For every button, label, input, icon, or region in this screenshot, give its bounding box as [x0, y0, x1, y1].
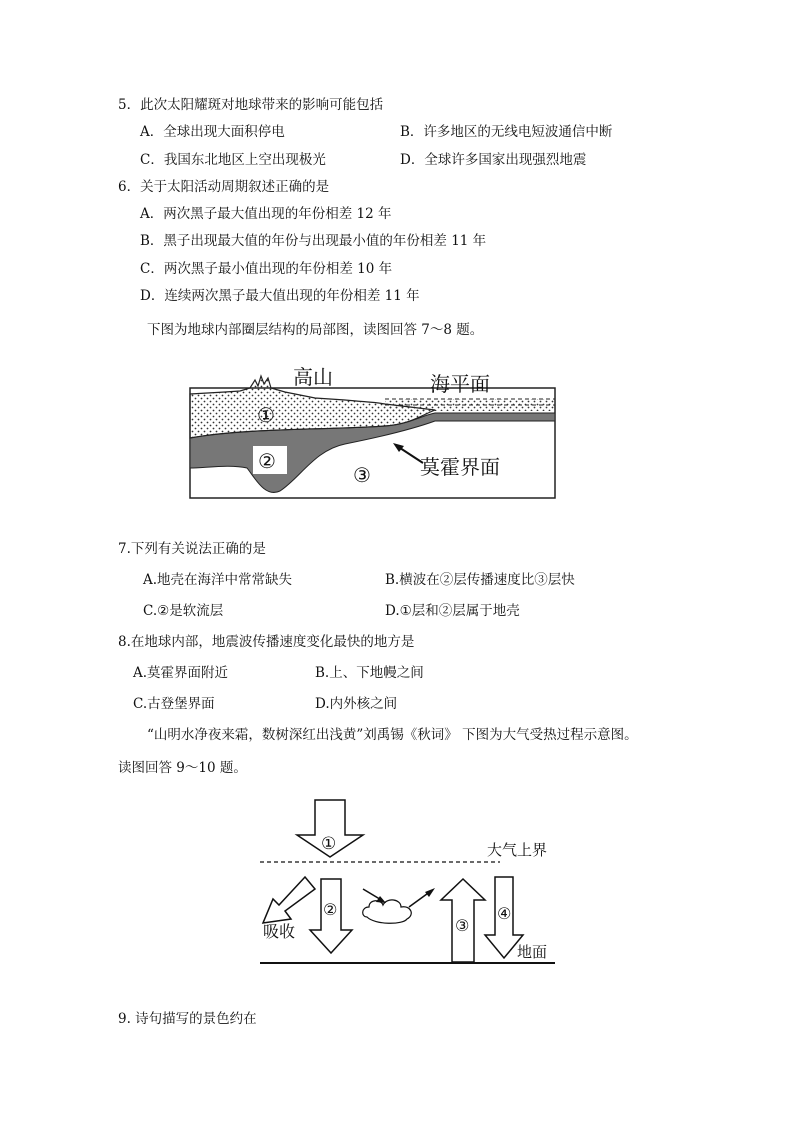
question-6-option-a: A．两次黑子最大值出现的年份相差 12 年 [140, 206, 392, 222]
question-8-option-c: C.古登堡界面 [133, 696, 215, 712]
arrow-1-label: ① [321, 834, 337, 854]
question-7-option-d: D.①层和②层属于地壳 [385, 603, 520, 619]
question-8-option-b: B.上、下地幔之间 [315, 665, 424, 681]
mountain-label: 高山 [293, 365, 333, 389]
question-8-stem: 8.在地球内部，地震波传播速度变化最快的地方是 [118, 634, 415, 650]
arrow-2-label: ② [323, 900, 338, 919]
question-5-option-c: C．我国东北地区上空出现极光 [140, 152, 326, 168]
arrow-4-label: ④ [497, 904, 512, 923]
question-6-option-c: C．两次黑子最小值出现的年份相差 10 年 [140, 261, 393, 277]
intro-questions-9-10-line1: “山明水净夜来霜，数树深红出浅黄”刘禹锡《秋词》 下图为大气受热过程示意图。 [147, 727, 638, 743]
ground-label: 地面 [517, 943, 548, 961]
intro-questions-7-8: 下图为地球内部圈层结构的局部图，读图回答 7～8 题。 [147, 322, 484, 338]
question-5-option-b: B．许多地区的无线电短波通信中断 [400, 124, 613, 140]
question-8-option-a: A.莫霍界面附近 [133, 665, 229, 681]
question-7-stem: 7.下列有关说法正确的是 [118, 541, 266, 557]
question-7-option-b: B.横波在②层传播速度比③层快 [385, 572, 575, 588]
layer-1-label: ① [257, 403, 275, 427]
absorption-arrow [263, 877, 315, 923]
question-7-option-a: A.地壳在海洋中常常缺失 [143, 572, 293, 588]
question-9-stem: 9. 诗句描写的景色约在 [118, 1011, 257, 1027]
question-7-option-c: C.②是软流层 [143, 603, 224, 619]
intro-questions-9-10-line2: 读图回答 9～10 题。 [118, 760, 247, 776]
atmosphere-upper-boundary-label: 大气上界 [487, 841, 548, 859]
question-5-stem: 5．此次太阳耀斑对地球带来的影响可能包括 [118, 97, 384, 113]
question-8-option-d: D.内外核之间 [315, 696, 398, 712]
question-6-stem: 6．关于太阳活动周期叙述正确的是 [118, 179, 330, 195]
earth-interior-diagram [185, 358, 560, 503]
question-5-option-a: A．全球出现大面积停电 [140, 124, 285, 140]
layer-3-label: ③ [353, 463, 371, 487]
question-5-option-d: D．全球许多国家出现强烈地震 [400, 152, 587, 168]
arrow-3-label: ③ [455, 916, 470, 935]
question-6-option-d: D．连续两次黑子最大值出现的年份相差 11 年 [140, 288, 420, 304]
absorb-label: 吸收 [263, 922, 296, 941]
question-6-option-b: B．黑子出现最大值的年份与出现最小值的年份相差 11 年 [140, 233, 487, 249]
atmosphere-heating-diagram [255, 795, 565, 970]
moho-label: 莫霍界面 [420, 455, 500, 479]
cloud-icon [363, 900, 412, 923]
sea-level-label: 海平面 [430, 372, 490, 396]
layer-2-label: ② [258, 449, 276, 473]
